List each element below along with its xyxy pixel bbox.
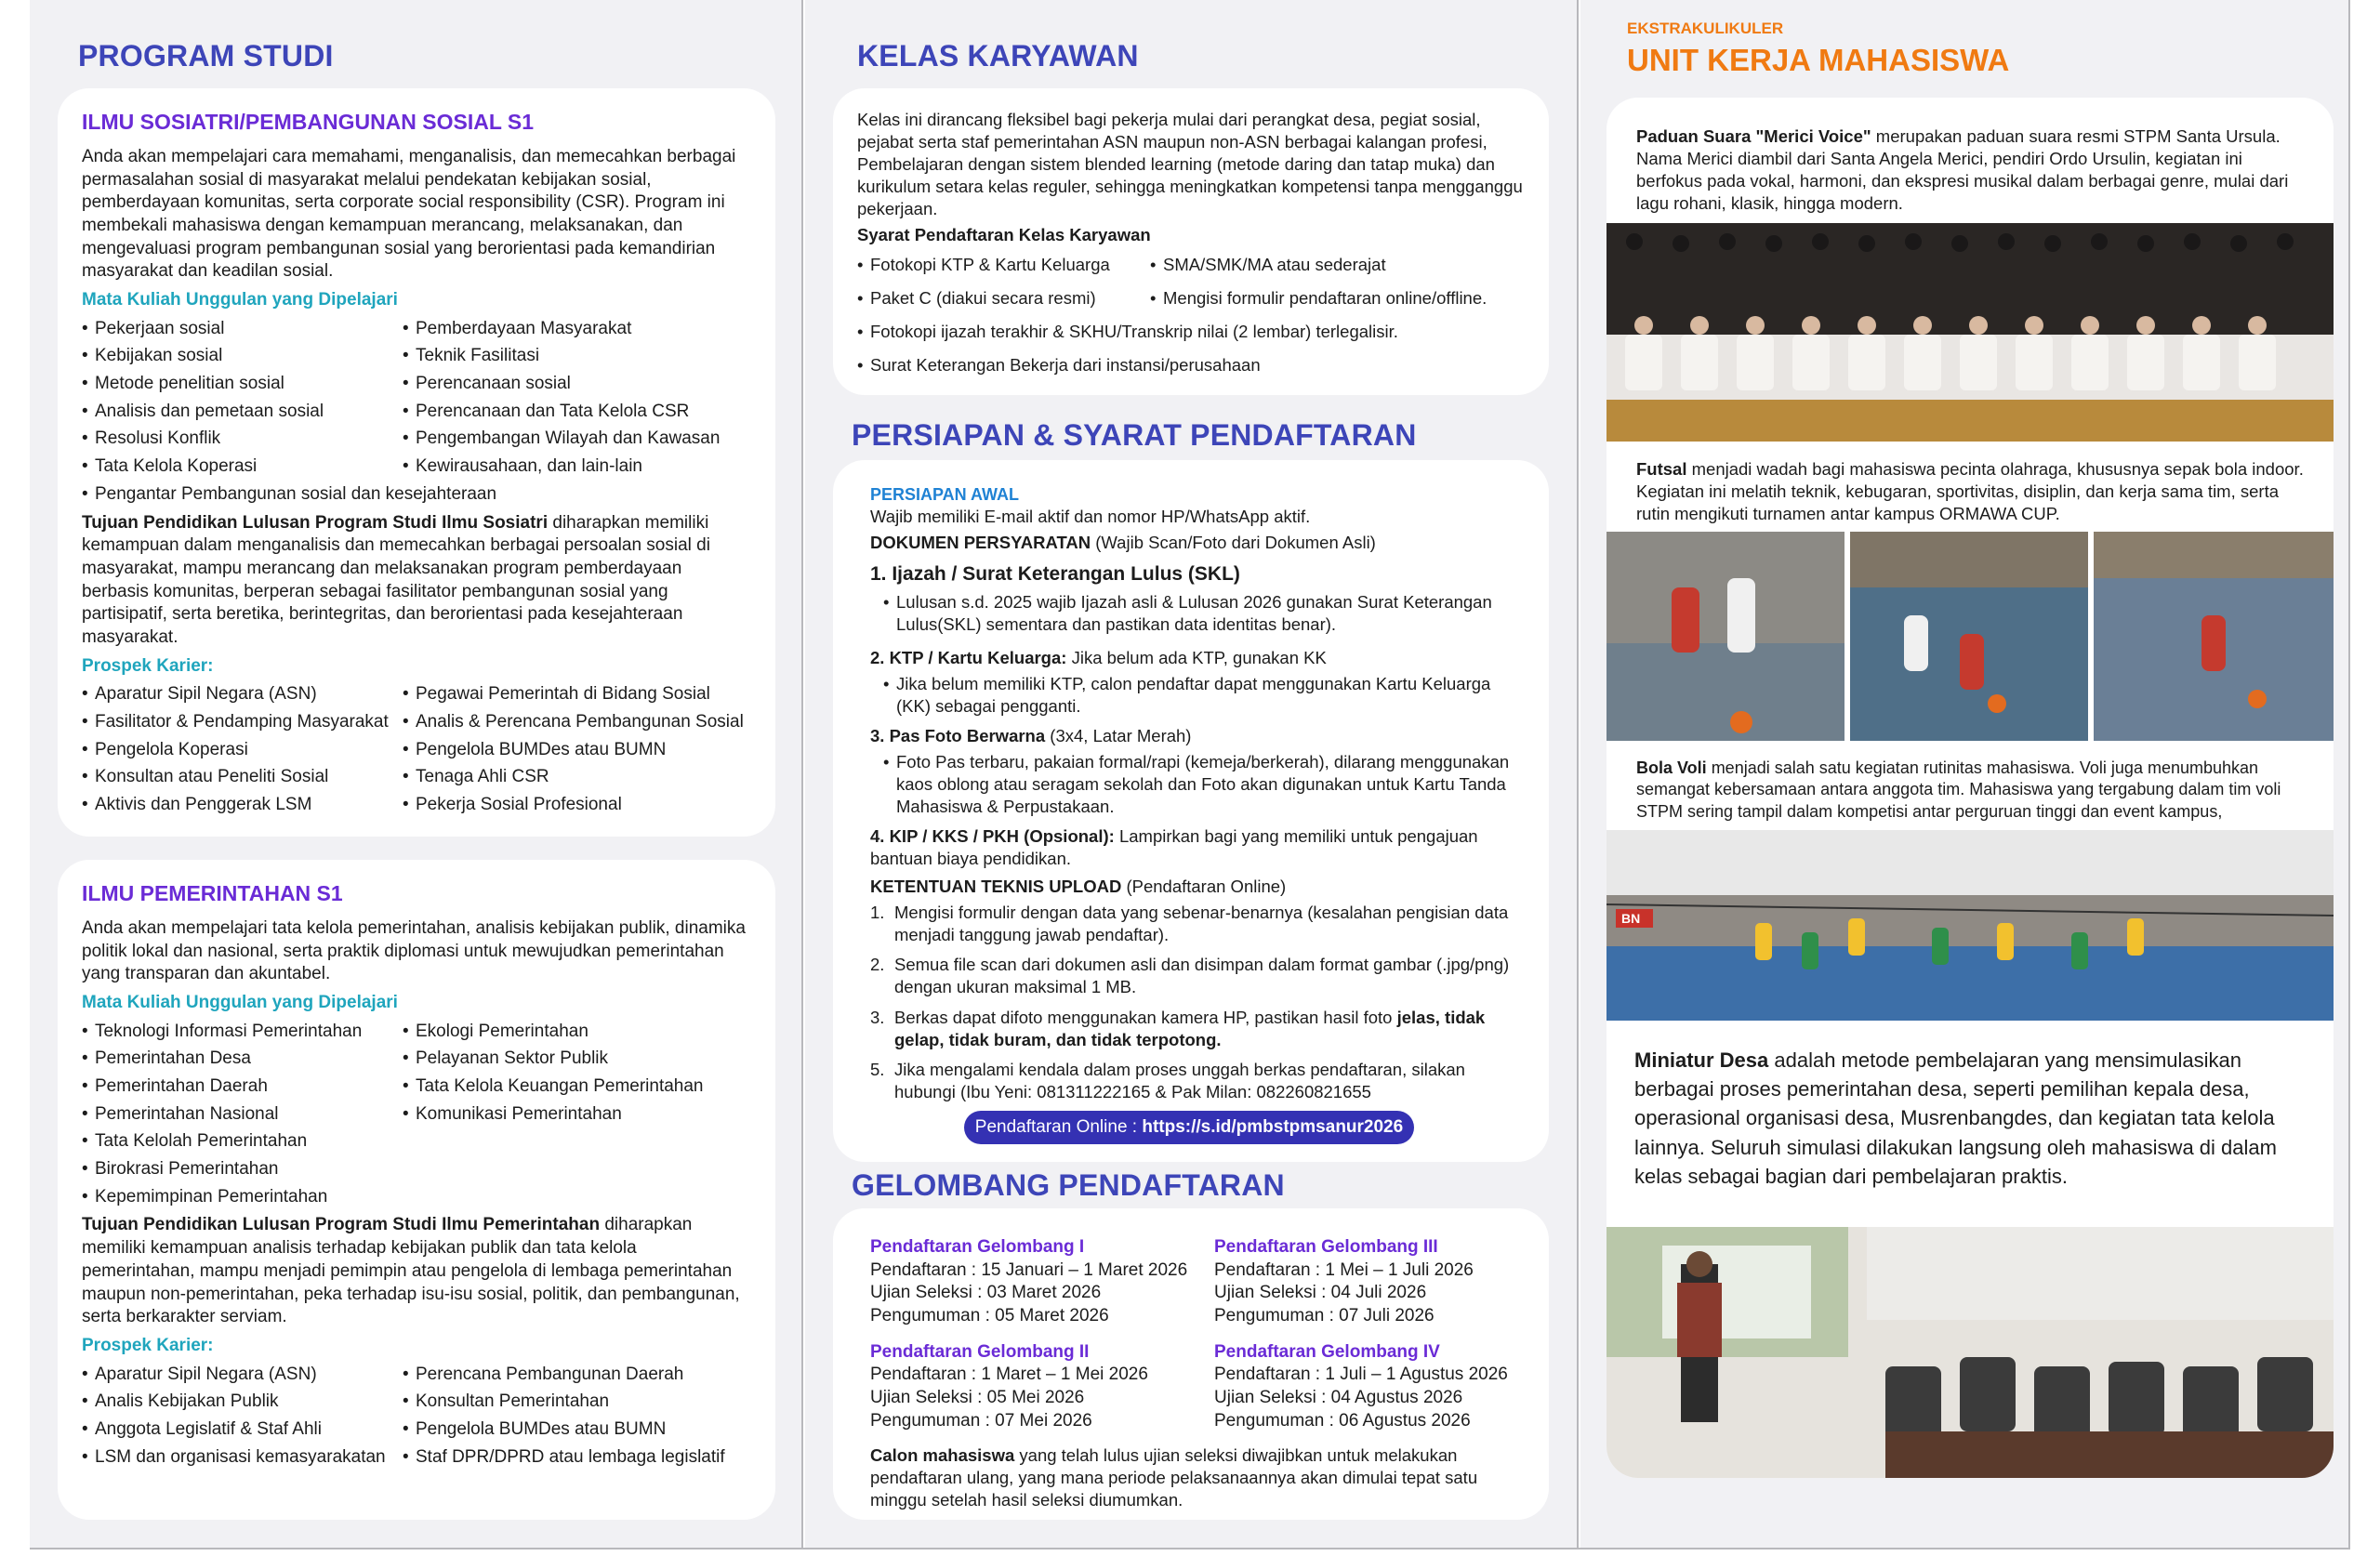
list-item: • Tenaga Ahli CSR <box>403 766 751 789</box>
pemerintahan-mk-list <box>82 1021 751 1131</box>
wave-block <box>1214 1341 1530 1433</box>
upload-rule-text: Jika mengalami kendala dalam proses unggah berkas pendaftaran, silakan hubungi (Ibu Yeni: 081311222165 & Pak Milan: 082260821655 <box>894 1059 1465 1101</box>
persiapan-awal-heading: PERSIAPAN AWAL <box>870 485 1020 504</box>
list-item: • Teknologi Informasi Pemerintahan <box>82 1021 403 1044</box>
volleyball-photo <box>1606 830 2334 1021</box>
list-item: • Tata Kelola Koperasi <box>82 455 403 479</box>
upload-heading-note: (Pendaftaran Online) <box>1121 877 1287 897</box>
pemerintahan-goal-text: diharapkan memiliki kemampuan analisis terhadap kebijakan publik dan tata kelola pemerintahan, mampu menjadi pemimpin atau pengelola di lembaga pemerintahan maupun non-pemerintahan, peka terhadap isu-isu sosial, politik, dan pembangunan, serta berkarakter serviam. <box>82 1215 740 1327</box>
pasfoto-item-bold: 3. Pas Foto Berwarna <box>870 726 1046 746</box>
list-item: • Aparatur Sipil Negara (ASN) <box>82 1364 403 1387</box>
futsal-photos <box>1606 532 2334 741</box>
upload-heading <box>870 876 1527 898</box>
wave-registration: Pendaftaran : 1 Juli – 1 Agustus 2026 <box>1214 1365 1508 1385</box>
list-item: • Analis Kebijakan Publik <box>82 1391 403 1414</box>
list-item: • Pemerintahan Desa <box>82 1048 403 1071</box>
list-item: • Pekerja Sosial Profesional <box>403 794 751 817</box>
futsal-text <box>1636 458 2310 525</box>
program-studi-column <box>30 0 803 1548</box>
list-item: • Pemerintahan Daerah <box>82 1075 403 1099</box>
list-item: • Paket C (diakui secara resmi) <box>857 287 1150 310</box>
list-item: • Perencanaan sosial <box>403 373 751 396</box>
ukm-card <box>1606 98 2334 1478</box>
list-item: • Resolusi Konflik <box>82 428 403 451</box>
banner-text: BN <box>1621 911 1641 926</box>
sosiatri-heading: ILMU SOSIATRI/PEMBANGUNAN SOSIAL S1 <box>82 110 535 134</box>
online-registration-row <box>870 1111 1527 1145</box>
reregistration-note-text: yang telah lulus ujian seleksi diwajibkan untuk melakukan pendaftaran ulang, yang mana periode pelaksanaannya akan dimulai tepat satu minggu setelah hasil seleksi diumumkan. <box>870 1444 1478 1510</box>
futsal-bold: Futsal <box>1636 459 1687 479</box>
ktp-detail: • Jika belum memiliki KTP, calon pendaftar dapat menggunakan Kartu Keluarga (KK) sebagai pengganti. <box>870 673 1527 718</box>
pasfoto-detail: • Foto Pas terbaru, pakaian formal/rapi (kemeja/berkerah), dilarang menggunakan kaos oblong atau seragam sekolah dan Foto akan digunakan untuk Kartu Tanda Mahasiswa & Perpustakaan. <box>870 751 1527 818</box>
list-item: • Fotokopi ijazah terakhir & SKHU/Transkrip nilai (2 lembar) terlegalisir. <box>857 321 1527 343</box>
list-item: • Perencana Pembangunan Daerah <box>403 1364 751 1387</box>
online-registration-link[interactable] <box>964 1111 1414 1145</box>
ukm-kicker: EKSTRAKULIKULER <box>1627 20 1784 37</box>
list-item: • Metode penelitian sosial <box>82 373 403 396</box>
wave-name: Pendaftaran Gelombang IV <box>1214 1341 1440 1362</box>
voli-bold: Bola Voli <box>1636 758 1707 777</box>
list-item: • Aktivis dan Penggerak LSM <box>82 794 403 817</box>
list-item: • Surat Keterangan Bekerja dari instansi/perusahaan <box>857 354 1527 376</box>
list-item: • Analis & Perencana Pembangunan Sosial <box>403 711 751 734</box>
wave-block <box>870 1341 1214 1433</box>
karyawan-req-list <box>857 254 1527 321</box>
miniatur-desa-text <box>1634 1046 2313 1191</box>
list-item: • LSM dan organisasi kemasyarakatan <box>82 1446 403 1470</box>
wave-exam: Ujian Seleksi : 04 Agustus 2026 <box>1214 1388 1463 1408</box>
wave-name: Pendaftaran Gelombang I <box>870 1237 1085 1257</box>
upload-rule <box>870 1059 1527 1103</box>
wave-exam: Ujian Seleksi : 05 Mei 2026 <box>870 1388 1085 1408</box>
sosiatri-career-list <box>82 683 751 821</box>
list-item: • Kewirausahaan, dan lain-lain <box>403 455 751 479</box>
upload-rule-text-plain: Berkas dapat difoto menggunakan kamera HP, pastikan hasil foto <box>894 1007 1397 1027</box>
sosiatri-goal <box>82 512 751 650</box>
online-registration-url: https://s.id/pmbstpmsanur2026 <box>1142 1116 1404 1137</box>
ktp-item-text: Jika belum ada KTP, gunakan KK <box>1066 647 1327 667</box>
list-item: • Pengembangan Wilayah dan Kawasan <box>403 428 751 451</box>
upload-rule-text-bold: jelas, tidak gelap, tidak buram, dan tidak terpotong. <box>894 1007 1486 1049</box>
list-item: • Kepemimpinan Pemerintahan <box>82 1186 751 1209</box>
wave-exam: Ujian Seleksi : 03 Maret 2026 <box>870 1283 1102 1303</box>
pemerintahan-goal <box>82 1214 751 1328</box>
kip-item-bold: 4. KIP / KKS / PKH (Opsional): <box>870 826 1115 847</box>
dokumen-heading <box>870 532 1527 554</box>
wave-registration: Pendaftaran : 1 Mei – 1 Juli 2026 <box>1214 1259 1474 1280</box>
volleyball-photo-graphic <box>1606 830 2334 1021</box>
miniatur-desa-bold: Miniatur Desa <box>1634 1048 1769 1072</box>
upload-rule <box>870 902 1527 946</box>
ijazah-item: 1. Ijazah / Surat Keterangan Lulus (SKL) <box>870 563 1240 586</box>
bottom-border <box>30 1548 2350 1549</box>
wave-name: Pendaftaran Gelombang II <box>870 1341 1090 1362</box>
upload-rule-text <box>894 1007 1527 1051</box>
voli-text <box>1636 758 2315 823</box>
list-item: • SMA/SMK/MA atau sederajat <box>1150 254 1527 276</box>
list-item: • Pengelola Koperasi <box>82 739 403 762</box>
upload-rule-number: 5. <box>870 1059 885 1079</box>
reregistration-note-bold: Calon mahasiswa <box>870 1444 1015 1465</box>
reregistration-note <box>870 1444 1530 1511</box>
voli-desc: menjadi salah satu kegiatan rutinitas mahasiswa. Voli juga menumbuhkan semangat kebersamaan antara anggota tim. Mahasiswa yang tergabung dalam tim voli STPM sering tampil dalam kompetisi antar perguruan tinggi dan event kampus, <box>1636 758 2281 821</box>
karyawan-req-heading: Syarat Pendaftaran Kelas Karyawan <box>857 225 1151 245</box>
pendaftaran-column <box>805 0 1579 1548</box>
pemerintahan-heading: ILMU PEMERINTAHAN S1 <box>82 881 343 905</box>
list-item: • Teknik Fasilitasi <box>403 345 751 368</box>
sosiatri-mk-heading: Mata Kuliah Unggulan yang Dipelajari <box>82 290 398 310</box>
persiapan-card <box>833 460 1549 1162</box>
sosiatri-goal-text: diharapkan memiliki kemampuan dalam menganalisis dan memecahkan berbagai persoalan sosial di masyarakat, mampu merancang dan melaksanakan program pemberdayaan berbasis komunitas, berperan sebagai fasilitator pembangunan sosial yang partisipatif, serta beretika, berintegritas, dan berorientasi pada kesejahteraan masyarakat. <box>82 512 710 647</box>
list-item: • Konsultan atau Peneliti Sosial <box>82 766 403 789</box>
sosiatri-intro: Anda akan mempelajari cara memahami, menganalisis, dan memecahkan berbagai permasalahan sosial di masyarakat melalui pendekatan kebijakan sosial, pemberdayaan komunitas, serta corporate social responsibility (CSR). Program ini membekali mahasiswa dengan kemampuan merancang, melaksanakan, dan mengevaluasi program pembangunan sosial yang berorientasi pada kemandirian masyarakat dan keadilan sosial. <box>82 146 736 282</box>
pemerintahan-career-heading: Prospek Karier: <box>82 1335 214 1355</box>
upload-rule <box>870 954 1527 998</box>
choir-photo-graphic <box>1606 223 2334 442</box>
pemerintahan-career-list <box>82 1364 751 1474</box>
upload-rule-number: 3. <box>870 1007 885 1027</box>
persiapan-title: PERSIAPAN & SYARAT PENDAFTARAN <box>852 418 1417 452</box>
paduan-suara-bold: Paduan Suara "Merici Voice" <box>1636 126 1871 146</box>
upload-heading-bold: KETENTUAN TEKNIS UPLOAD <box>870 877 1122 897</box>
pemerintahan-mk-heading: Mata Kuliah Unggulan yang Dipelajari <box>82 992 398 1012</box>
list-item: • Fasilitator & Pendamping Masyarakat <box>82 711 403 734</box>
list-item: • Analisis dan pemetaan sosial <box>82 401 403 424</box>
sosiatri-mk-list <box>82 318 751 483</box>
kelas-karyawan-title: KELAS KARYAWAN <box>857 39 1139 73</box>
persiapan-awal-text: Wajib memiliki E-mail aktif dan nomor HP/WhatsApp aktif. <box>870 507 1311 527</box>
list-item: • Pengelola BUMDes atau BUMN <box>403 739 751 762</box>
list-item: • Komunikasi Pemerintahan <box>403 1103 751 1127</box>
miniatur-desa-desc: adalah metode pembelajaran yang mensimulasikan berbagai proses pemerintahan desa, seperti pemilihan kepala desa, operasional organisasi desa, Musrenbangdes, dan kegiatan tata kelola lainnya. Seluruh simulasi dilakukan langsung oleh mahasiswa di dalam kelas sebagai bagian dari pembelajaran praktis. <box>1634 1048 2277 1188</box>
list-item: • Tata Kelolah Pemerintahan <box>82 1130 751 1154</box>
online-registration-label: Pendaftaran Online : <box>974 1116 1143 1137</box>
list-item: • Anggota Legislatif & Staf Ahli <box>82 1418 403 1442</box>
dokumen-heading-note: (Wajib Scan/Foto dari Dokumen Asli) <box>1091 533 1376 553</box>
gelombang-title: GELOMBANG PENDAFTARAN <box>852 1168 1285 1202</box>
classroom-photo <box>1606 1227 2334 1478</box>
list-item: • Kebijakan sosial <box>82 345 403 368</box>
wave-exam: Ujian Seleksi : 04 Juli 2026 <box>1214 1283 1427 1303</box>
classroom-photo-graphic <box>1606 1227 2334 1478</box>
list-item: • Fotokopi KTP & Kartu Keluarga <box>857 254 1150 276</box>
karyawan-intro: Kelas ini dirancang fleksibel bagi pekerja mulai dari perangkat desa, pegiat sosial, pejabat serta staf pemerintahan ASN maupun non-ASN berbagai kalangan profesi, Pembelajaran dengan sistem blended learning (metode daring dan tatap muka) dan kurikulum setara kelas reguler, sehingga meningkatkan kompetensi tanpa mengganggu pekerjaan. <box>857 110 1523 219</box>
pemerintahan-card <box>58 860 775 1520</box>
pasfoto-item <box>870 725 1527 747</box>
kelas-karyawan-card <box>833 88 1549 395</box>
ukm-column <box>1580 0 2350 1548</box>
ktp-item-bold: 2. KTP / Kartu Keluarga: <box>870 647 1067 667</box>
sosiatri-card <box>58 88 775 837</box>
wave-name: Pendaftaran Gelombang III <box>1214 1237 1438 1257</box>
list-item: • Pemerintahan Nasional <box>82 1103 403 1127</box>
list-item: • Birokrasi Pemerintahan <box>82 1158 751 1181</box>
list-item: • Mengisi formulir pendaftaran online/offline. <box>1150 287 1527 310</box>
futsal-photos-graphic <box>1606 532 2334 741</box>
list-item: • Staf DPR/DPRD atau lembaga legislatif <box>403 1446 751 1470</box>
list-item: • Pengelola BUMDes atau BUMN <box>403 1418 751 1442</box>
wave-announcement: Pengumuman : 07 Juli 2026 <box>1214 1306 1435 1326</box>
list-item: • Pemberdayaan Masyarakat <box>403 318 751 341</box>
gelombang-card <box>833 1208 1549 1520</box>
sosiatri-career-heading: Prospek Karier: <box>82 655 214 676</box>
pemerintahan-goal-bold: Tujuan Pendidikan Lulusan Program Studi Ilmu Pemerintahan <box>82 1215 601 1235</box>
wave-announcement: Pengumuman : 07 Mei 2026 <box>870 1410 1092 1431</box>
wave-announcement: Pengumuman : 05 Maret 2026 <box>870 1306 1109 1326</box>
list-item: • Tata Kelola Keuangan Pemerintahan <box>403 1075 751 1099</box>
sosiatri-goal-bold: Tujuan Pendidikan Lulusan Program Studi Ilmu Sosiatri <box>82 512 549 533</box>
upload-rule-text: Semua file scan dari dokumen asli dan disimpan dalam format gambar (.jpg/png) dengan ukuran maksimal 1 MB. <box>894 955 1510 997</box>
paduan-suara-desc: merupakan paduan suara resmi STPM Santa Ursula. Nama Merici diambil dari Santa Angela Merici, pendiri Ordo Ursulin, kegiatan ini berfokus pada vokal, harmoni, dan ekspresi musikal dalam berbagai genre, mulai dari lagu rohani, klasik, hingga modern. <box>1636 126 2289 214</box>
list-item: • Pengantar Pembangunan sosial dan kesejahteraan <box>82 483 751 507</box>
dokumen-heading-bold: DOKUMEN PERSYARATAN <box>870 533 1091 553</box>
upload-rule-number: 2. <box>870 955 885 975</box>
pemerintahan-intro: Anda akan mempelajari tata kelola pemerintahan, analisis kebijakan publik, dinamika politik lokal dan nasional, serta praktik diplomasi untuk mewujudkan pemerintahan yang transparan dan akuntabel. <box>82 917 746 984</box>
paduan-suara-text <box>1636 125 2310 215</box>
upload-rule-text: Mengisi formulir dengan data yang sebenar-benarnya (kesalahan pengisian data menjadi tanggung jawab pendaftar). <box>894 903 1509 945</box>
list-item: • Pegawai Pemerintah di Bidang Sosial <box>403 683 751 706</box>
upload-rule <box>870 1007 1527 1051</box>
kip-item <box>870 825 1527 870</box>
ijazah-detail: • Lulusan s.d. 2025 wajib Ijazah asli & Lulusan 2026 gunakan Surat Keterangan Lulus(SKL) sementara dan pastikan data identitas benar). <box>870 591 1527 636</box>
pasfoto-item-text: (3x4, Latar Merah) <box>1045 726 1192 746</box>
wave-block <box>1214 1236 1530 1328</box>
ukm-title: UNIT KERJA MAHASISWA <box>1627 43 2010 77</box>
waves-grid <box>870 1236 1530 1433</box>
list-item: • Pekerjaan sosial <box>82 318 403 341</box>
kip-item-text: Lampirkan bagi yang memiliki untuk pengajuan bantuan biaya pendidikan. <box>870 826 1478 869</box>
ktp-item <box>870 647 1527 669</box>
list-item: • Konsultan Pemerintahan <box>403 1391 751 1414</box>
list-item: • Pelayanan Sektor Publik <box>403 1048 751 1071</box>
list-item: • Perencanaan dan Tata Kelola CSR <box>403 401 751 424</box>
list-item: • Ekologi Pemerintahan <box>403 1021 751 1044</box>
futsal-desc: menjadi wadah bagi mahasiswa pecinta olahraga, khususnya sepak bola indoor. Kegiatan ini melatih teknik, kebugaran, sportivitas, disiplin, dan kerja sama tim, serta rutin mengikuti turnamen antar kampus ORMAWA CUP. <box>1636 459 2304 524</box>
upload-rule-number: 1. <box>870 903 885 923</box>
wave-registration: Pendaftaran : 15 Januari – 1 Maret 2026 <box>870 1259 1188 1280</box>
choir-photo <box>1606 223 2334 442</box>
wave-registration: Pendaftaran : 1 Maret – 1 Mei 2026 <box>870 1365 1148 1385</box>
wave-announcement: Pengumuman : 06 Agustus 2026 <box>1214 1410 1471 1431</box>
program-studi-title: PROGRAM STUDI <box>78 39 334 73</box>
wave-block <box>870 1236 1214 1328</box>
list-item: • Aparatur Sipil Negara (ASN) <box>82 683 403 706</box>
